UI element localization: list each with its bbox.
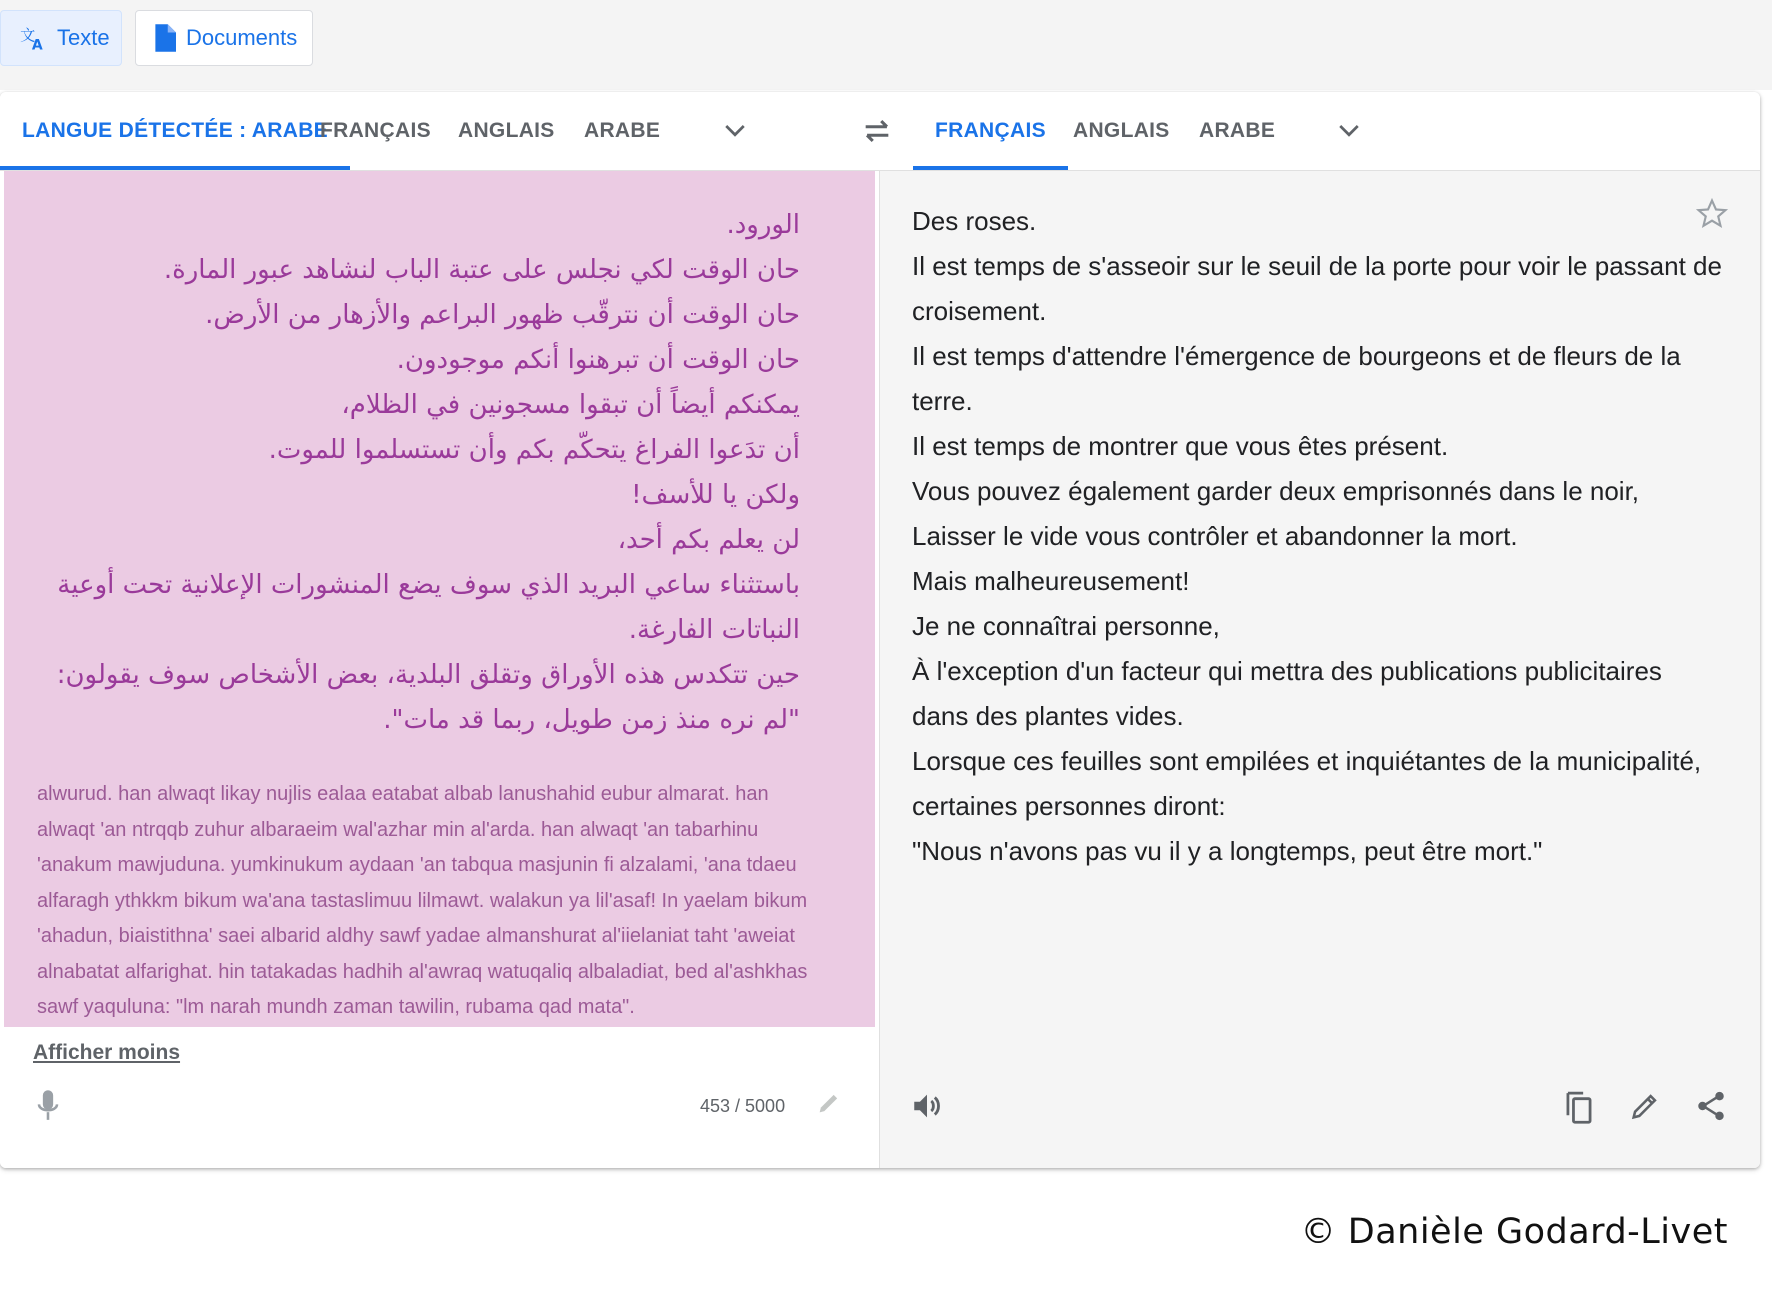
source-line: حين تتكدس هذه الأوراق وتقلق البلدية، بعض الأشخاص سوف يقولون: bbox=[56, 660, 800, 690]
source-line: النباتات الفارغة. bbox=[628, 615, 800, 645]
source-panel[interactable] bbox=[0, 171, 880, 1168]
svg-text:A: A bbox=[31, 37, 43, 52]
translit-line: alnabatat alfarighat. hin tatakadas hadhih al'awraq watuqaliq albaladiat, bed al'ashkhas bbox=[37, 960, 808, 983]
tab-target-english[interactable]: ANGLAIS bbox=[1073, 119, 1170, 142]
tab-target-french[interactable]: FRANÇAIS bbox=[913, 92, 1068, 170]
pencil-icon[interactable] bbox=[815, 1089, 843, 1117]
translation-card bbox=[0, 92, 1760, 1168]
source-text-area[interactable] bbox=[4, 171, 875, 1027]
show-less-link[interactable]: Afficher moins bbox=[33, 1041, 181, 1064]
source-line: "لم نره منذ زمن طويل، ربما قد مات". bbox=[383, 705, 800, 735]
translation-line: Vous pouvez également garder deux emprisonnés dans le noir, bbox=[912, 476, 1640, 506]
translation-line: Il est temps d'attendre l'émergence de bourgeons et de fleurs de la bbox=[912, 341, 1681, 371]
source-line: باستثناء ساعي البريد الذي سوف يضع المنشورات الإعلانية تحت أوعية bbox=[57, 570, 800, 600]
tab-source-arabic[interactable]: ARABE bbox=[584, 119, 661, 142]
translation-line: Lorsque ces feuilles sont empilées et inquiétantes de la municipalité, bbox=[912, 746, 1702, 776]
translation-line: Il est temps de montrer que vous êtes présent. bbox=[912, 431, 1449, 461]
translation-line: Je ne connaîtrai personne, bbox=[912, 611, 1220, 641]
documents-mode-label: Documents bbox=[186, 25, 298, 50]
translation-line: Des roses. bbox=[912, 206, 1037, 236]
translit-line: alwaqt 'an ntrqqb zuhur albaraeim wal'azhar min al'arda. han alwaqt 'an tabarhinu bbox=[37, 818, 759, 841]
documents-mode-button[interactable] bbox=[135, 10, 313, 66]
copy-icon[interactable] bbox=[1562, 1089, 1596, 1125]
translation-line: certaines personnes diront: bbox=[912, 791, 1226, 821]
text-mode-label: Texte bbox=[57, 25, 110, 50]
source-line: حان الوقت أن نترقّب ظهور البراعم والأزهار من الأرض. bbox=[205, 300, 800, 330]
translit-line: alfaragh ythkkm bikum wa'ana tastaslimuu lilmawt. walakun ya lil'asaf! In yaelam bikum bbox=[37, 889, 808, 912]
svg-text:文: 文 bbox=[20, 26, 36, 45]
translation-output bbox=[912, 199, 1722, 874]
language-bar bbox=[0, 92, 1760, 171]
translation-line: Mais malheureusement! bbox=[912, 566, 1190, 596]
source-line: ولكن يا للأسف! bbox=[631, 480, 800, 510]
translit-line: 'anakum mawjuduna. yumkinukum aydaan 'an tabqua masjunin fi alzalami, 'ana tdaeu bbox=[37, 854, 797, 876]
copyright-notice: © Danièle Godard-Livet bbox=[1300, 1212, 1728, 1252]
document-icon bbox=[154, 24, 176, 52]
chevron-down-icon[interactable] bbox=[1334, 116, 1364, 146]
translation-line: "Nous n'avons pas vu il y a longtemps, peut être mort." bbox=[912, 836, 1543, 866]
translation-line: Laisser le vide vous contrôler et abandonner la mort. bbox=[912, 521, 1518, 551]
pencil-icon[interactable] bbox=[1628, 1089, 1662, 1123]
text-mode-button[interactable] bbox=[0, 10, 122, 66]
translit-line: alwurud. han alwaqt likay nujlis ealaa eatabat albab lanushahid eubur almarat. han bbox=[37, 783, 769, 805]
tab-detected-language[interactable]: LANGUE DÉTECTÉE : ARABE bbox=[0, 92, 350, 170]
source-arabic-text[interactable] bbox=[40, 203, 800, 743]
translation-line: terre. bbox=[912, 386, 973, 416]
source-line: الورود. bbox=[726, 210, 800, 240]
tab-source-english[interactable]: ANGLAIS bbox=[458, 119, 555, 142]
tab-target-arabic[interactable]: ARABE bbox=[1199, 119, 1276, 142]
share-icon[interactable] bbox=[1694, 1089, 1728, 1123]
translation-line: dans des plantes vides. bbox=[912, 701, 1184, 731]
tab-source-french[interactable]: FRANÇAIS bbox=[320, 119, 431, 142]
source-line: أن تدَعوا الفراغ يتحكّم بكم وأن تستسلموا للموت. bbox=[268, 435, 800, 465]
star-icon[interactable] bbox=[1695, 197, 1729, 231]
translation-line: À l'exception d'un facteur qui mettra des publications publicitaires bbox=[912, 656, 1662, 686]
source-line: حان الوقت أن تبرهنوا أنكم موجودون. bbox=[396, 345, 800, 375]
source-line: يمكنكم أيضاً أن تبقوا مسجونين في الظلام، bbox=[341, 390, 800, 420]
translation-line: Il est temps de s'asseoir sur le seuil de la porte pour voir le passant de bbox=[912, 251, 1722, 281]
source-line: حان الوقت لكي نجلس على عتبة الباب لنشاهد عبور المارة. bbox=[163, 255, 800, 285]
chevron-down-icon[interactable] bbox=[720, 116, 750, 146]
mode-bar bbox=[0, 0, 1772, 90]
transliteration-text bbox=[37, 777, 837, 1026]
source-line: لن يعلم بكم أحد، bbox=[617, 525, 800, 555]
swap-languages-icon[interactable] bbox=[860, 114, 894, 148]
translate-icon bbox=[19, 24, 47, 52]
translit-line: sawf yaquluna: "lm narah mundh zaman tawilin, rubama qad mata". bbox=[37, 996, 635, 1018]
microphone-icon[interactable] bbox=[34, 1089, 62, 1125]
translit-line: 'ahadun, biaistithna' saei albarid aldhy sawf yadae almanshurat al'iielaniat taht 'aweiat bbox=[37, 925, 795, 947]
character-count: 453 / 5000 bbox=[700, 1096, 786, 1116]
target-panel bbox=[880, 171, 1760, 1168]
translation-line: croisement. bbox=[912, 296, 1047, 326]
speaker-icon[interactable] bbox=[910, 1089, 944, 1123]
